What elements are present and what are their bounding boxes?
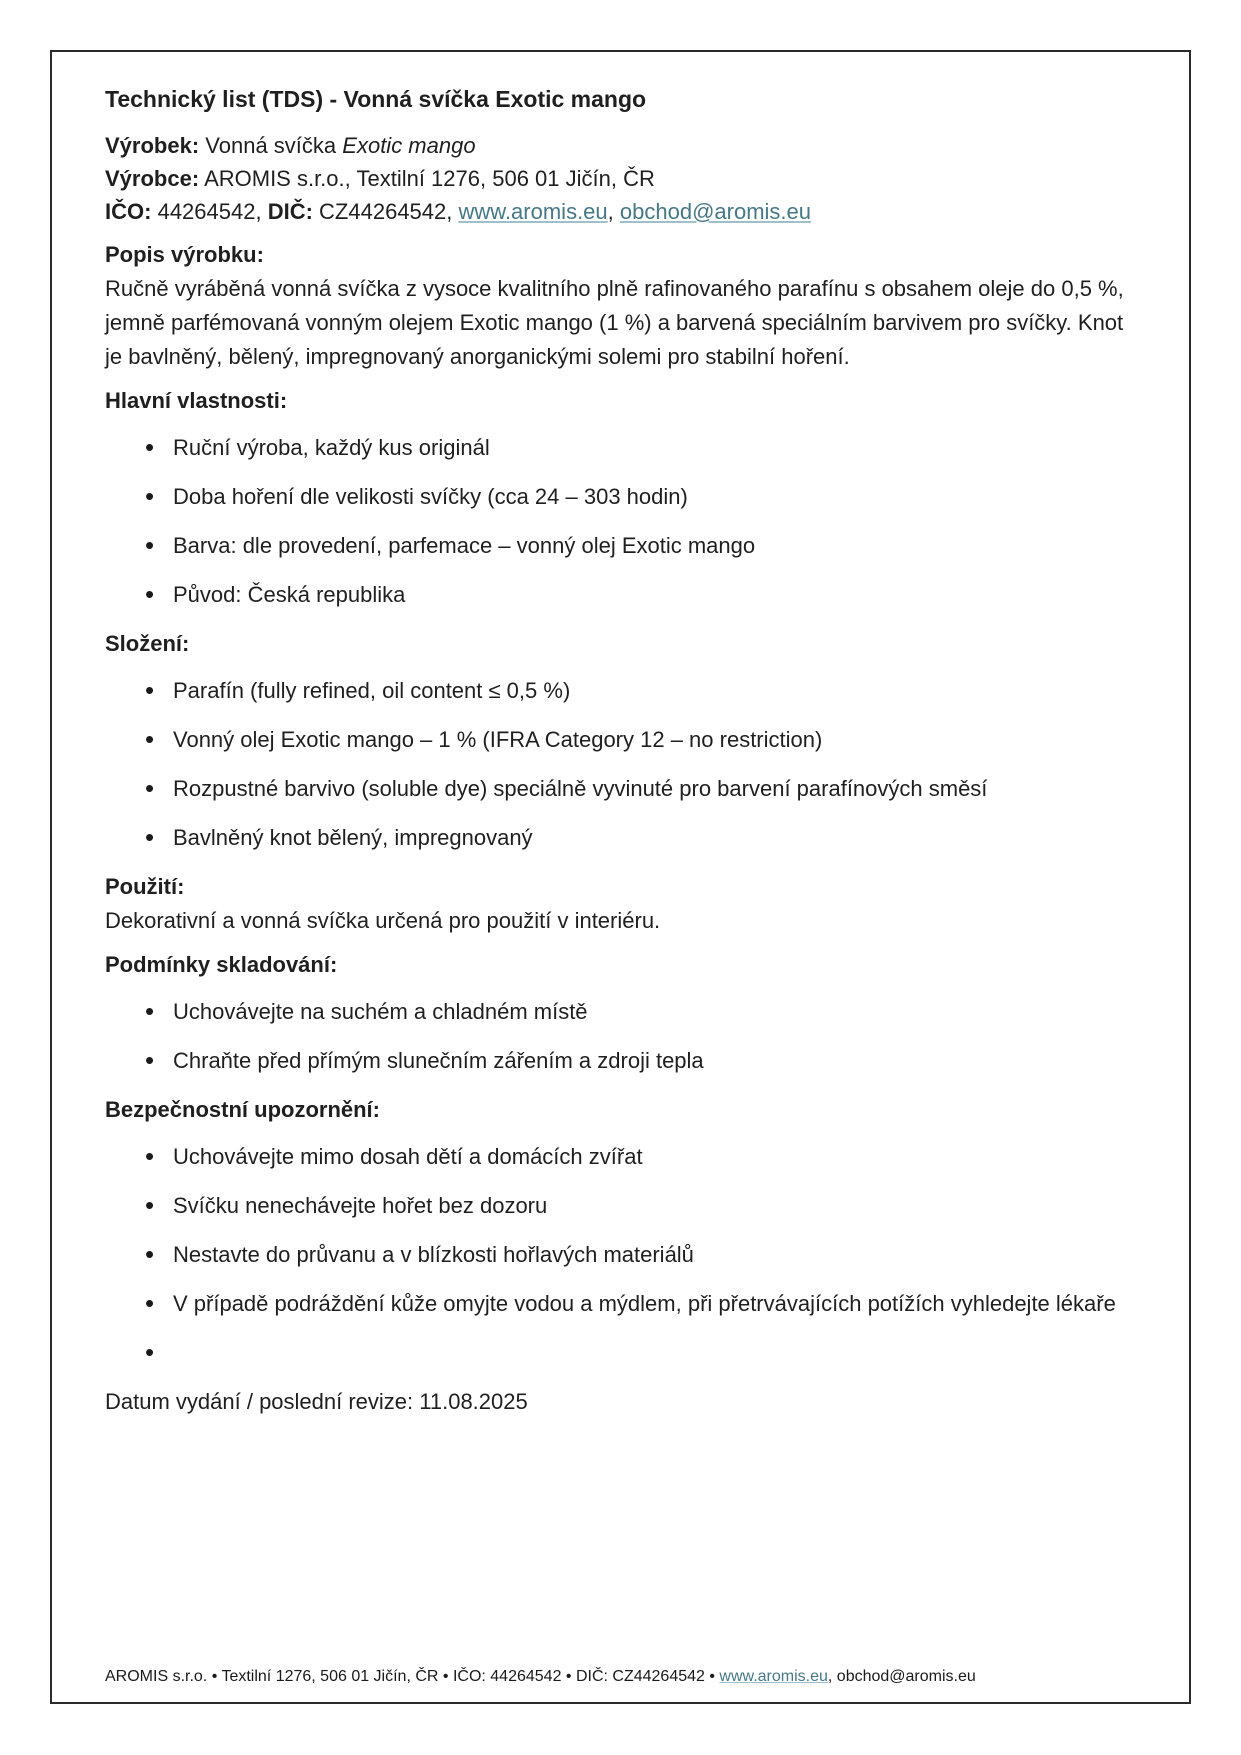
list-item: • Vonný olej Exotic mango – 1 % (IFRA Category 12 – no restriction) (105, 723, 1136, 757)
pouziti-paragraph: Dekorativní a vonná svíčka určená pro použití v interiéru. (105, 908, 661, 933)
section-heading-slozeni: Složení: (105, 631, 190, 656)
footer-website-link[interactable]: www.aromis.eu (719, 1668, 828, 1685)
dic-value: CZ44264542, (319, 199, 453, 224)
list-item-empty (105, 1336, 1136, 1370)
list-item: • Doba hoření dle velikosti svíčky (cca 24 – 303 hodin) (105, 480, 1136, 514)
slozeni-list (105, 674, 1136, 855)
list-item: • Ruční výroba, každý kus originál (105, 431, 1136, 465)
ico-label: IČO: (105, 199, 152, 224)
manufacturer-line (105, 162, 1136, 195)
list-item: • Svíčku nenechávejte hořet bez dozoru (105, 1189, 1136, 1223)
dic-label: DIČ: (267, 199, 313, 224)
list-item: • V případě podráždění kůže omyjte vodou a mýdlem, při přetrvávajících potížích vyhledejte lékaře (105, 1287, 1136, 1321)
ico-value: 44264542, (157, 199, 262, 224)
section-heading-vlastnosti: Hlavní vlastnosti: (105, 388, 288, 413)
link-separator: , (607, 199, 614, 224)
manufacturer-text: AROMIS s.r.o., Textilní 1276, 506 01 Jičín, ČR (204, 166, 655, 191)
skladovani-list (105, 995, 1136, 1078)
section-heading-skladovani: Podmínky skladování: (105, 952, 338, 977)
revision-line: Datum vydání / poslední revize: 11.08.2025 (105, 1389, 528, 1414)
doc-title: Technický list (TDS) - Vonná svíčka Exotic mango (105, 86, 647, 112)
list-item: • Nestavte do průvanu a v blízkosti hořlavých materiálů (105, 1238, 1136, 1272)
product-text: Vonná svíčka (205, 133, 337, 158)
header-info-block (105, 129, 1136, 228)
list-item: • Parafín (fully refined, oil content ≤ 0,5 %) (105, 674, 1136, 708)
product-name: Exotic mango (342, 133, 476, 158)
website-link[interactable]: www.aromis.eu (458, 199, 608, 224)
email-link[interactable]: obchod@aromis.eu (619, 199, 812, 224)
footer-text-prefix: AROMIS s.r.o. • Textilní 1276, 506 01 Jičín, ČR • IČO: 44264542 • DIČ: CZ44264542 • (105, 1668, 720, 1685)
product-label: Výrobek: (105, 133, 200, 158)
list-item: • Uchovávejte mimo dosah dětí a domácích zvířat (105, 1140, 1136, 1174)
list-item: • Rozpustné barvivo (soluble dye) speciálně vyvinuté pro barvení parafínových směsí (105, 772, 1136, 806)
list-item: • Barva: dle provedení, parfemace – vonný olej Exotic mango (105, 529, 1136, 563)
list-item: • Chraňte před přímým slunečním zářením a zdroji tepla (105, 1044, 1136, 1078)
list-item: • Bavlněný knot bělený, impregnovaný (105, 821, 1136, 855)
product-line (105, 129, 1136, 162)
page-footer (105, 1666, 1136, 1688)
list-item: • Původ: Česká republika (105, 578, 1136, 612)
page-border (50, 50, 1191, 1704)
registration-line (105, 195, 1136, 228)
section-heading-pouziti: Použití: (105, 874, 185, 899)
footer-text-suffix: , obchod@aromis.eu (827, 1668, 976, 1685)
manufacturer-label: Výrobce: (105, 166, 200, 191)
section-heading-popis: Popis výrobku: (105, 242, 264, 267)
bezpecnost-list (105, 1140, 1136, 1370)
page-content (52, 52, 1189, 1702)
list-item: • Uchovávejte na suchém a chladném místě (105, 995, 1136, 1029)
vlastnosti-list (105, 431, 1136, 612)
popis-paragraph: Ručně vyráběná vonná svíčka z vysoce kvalitního plně rafinovaného parafínu s obsahem oleje do 0,5 %, jemně parfémovaná vonným olejem Exotic mango (1 %) a barvená speciálním barvivem pro svíčky. Knot je bavlněný, bělený, impregnovaný anorganickými solemi pro stabilní hoření. (105, 276, 1124, 369)
section-heading-bezpecnost: Bezpečnostní upozornění: (105, 1097, 380, 1122)
